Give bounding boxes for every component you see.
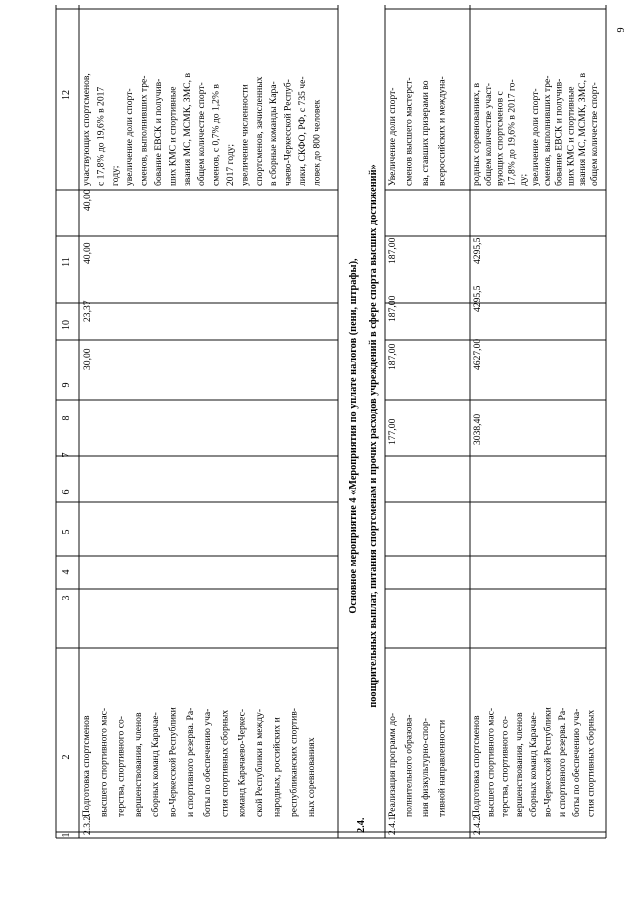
row-result-line: 17,8% до 19,6% в 2017 го- <box>506 79 518 186</box>
row-number: 2.4.1. <box>387 813 398 835</box>
cell-col-7: 3038,40 <box>472 413 483 445</box>
row-result-line: всероссийских и междуна- <box>436 76 448 186</box>
header-col-11: 11 <box>61 257 72 267</box>
row-name-line: ния физкультурно-спор- <box>420 718 431 817</box>
row-result-line: ших КМС и спортивные <box>565 86 577 186</box>
header-col-10: 10 <box>61 320 72 330</box>
row-name-line: терства, спортивного со- <box>115 716 127 817</box>
cell-col-10: 40,00 <box>82 242 93 264</box>
page-number: 9 <box>616 27 627 33</box>
row-name-line: ской Республики в между- <box>254 708 265 817</box>
row-result-line: в сборные команды Кара- <box>268 81 280 186</box>
row-result-line: родных соревнованиях, в <box>471 82 482 186</box>
row-name-line: сборных команд Карачае- <box>528 712 540 817</box>
header-col-5: 5 <box>61 529 72 535</box>
row-name-line: республиканских спортив- <box>288 708 300 817</box>
row-result-line: году; <box>109 165 121 186</box>
cell-col-10: 4295,5 <box>472 237 483 264</box>
header-col-6: 6 <box>61 489 72 495</box>
row-name-line: вершенствования, членов <box>513 712 525 817</box>
header-col-8: 8 <box>61 415 72 421</box>
row-name-line: команд Карачаево-Черкес- <box>236 708 248 817</box>
row-name-line: и спортивного резерва. Ра- <box>556 707 568 817</box>
row-name-line: ных соревнованиях <box>305 737 317 817</box>
row-number: 2.3.2. <box>82 813 93 835</box>
row-result-line: звания МС, МСМК, ЗМС, в <box>577 73 589 186</box>
row-name-line: и спортивного резерва. Ра- <box>184 707 196 817</box>
header-col-3: 3 <box>61 595 72 601</box>
row-name-line: стия спортивных сборных <box>585 709 597 817</box>
row-result-line: ших КМС и спортивные <box>167 86 179 186</box>
row-name-line: стия спортивных сборных <box>219 709 231 817</box>
row-result-line: увеличение доли спорт- <box>124 88 136 186</box>
section-heading-line: поощрительных выплат, питания спортсменам и прочих расходов учреждений в сфере спорта высших достижений» <box>368 164 379 708</box>
table-content <box>61 28 627 838</box>
row-name-line: Подготовка спортсменов <box>471 715 482 817</box>
row-result-line: спортсменов, зачисленных <box>253 76 265 186</box>
row-result-line: бование ЕВСК и получив- <box>153 78 164 186</box>
row-name-line: высшего спортивного мас- <box>98 707 110 817</box>
header-col-2: 2 <box>61 754 72 760</box>
row-result-line: сменов, выполнивших тре- <box>138 75 150 186</box>
row-result-line: вующих спортсменов с <box>494 91 506 186</box>
row-name-line: вершенствования, членов <box>132 712 144 817</box>
row-name-line: тивной направленности <box>436 719 448 817</box>
row-result-line: 2017 году; <box>225 143 236 186</box>
cell-col-9: 4295,5 <box>472 285 483 312</box>
row-result-line: звания МС, МСМК, ЗМС, в <box>181 73 193 186</box>
row-result-line: увеличение доли спорт- <box>530 88 541 186</box>
header-col-4: 4 <box>61 569 72 575</box>
cell-col-9: 187,00 <box>387 295 398 322</box>
header-col-12: 12 <box>61 90 72 100</box>
row-result-line: бование ЕВСК и получив- <box>553 78 565 186</box>
row-result-line: ду; <box>518 173 530 186</box>
section-heading-line: Основное мероприятие 4 «Мероприятия по уплате налогов (пени, штрафы), <box>348 258 359 614</box>
row-name-line: Реализация программ до- <box>387 712 398 817</box>
row-name-line: сборных команд Карачае- <box>150 712 162 817</box>
row-result-line: чаево-Черкесской Респуб- <box>282 79 294 186</box>
row-name-line: терства, спортивного со- <box>499 716 511 817</box>
cell-col-7: 177,00 <box>387 418 398 445</box>
row-result-line: общем количестве спорт- <box>589 82 600 186</box>
row-result-line: ловек до 800 человек <box>311 99 323 186</box>
header-col-7: 7 <box>61 452 72 458</box>
row-result-line: лики, СКФО, РФ, с 735 че- <box>297 76 308 186</box>
cell-col-10: 187,00 <box>387 237 398 264</box>
row-result-line: увеличение численности <box>239 84 251 186</box>
row-name-line: во-Черкесской Республики <box>542 707 554 817</box>
row-result-line: с 17,8% до 19,6% в 2017 <box>95 86 107 186</box>
row-number: 2.4. <box>356 817 367 833</box>
row-result-line: сменов, с 0,7% до 1,2% в <box>210 84 222 186</box>
row-result-line: общем количестве участ- <box>482 83 494 186</box>
row-result-line: участвующих спортсменов, <box>81 73 92 186</box>
cell-col-8: 187,00 <box>387 343 398 370</box>
cell-col-8: 30,00 <box>82 348 93 370</box>
cell-col-8: 4627,00 <box>472 338 483 370</box>
row-result-line: Увеличение доли спорт- <box>387 87 398 186</box>
row-name-line: во-Черкесской Республики <box>167 707 179 817</box>
header-col-9: 9 <box>61 382 72 388</box>
row-result-line: сменов, выполнивших тре- <box>541 75 553 186</box>
row-result-line: ва, ставших призерами во <box>420 80 431 186</box>
row-name-line: высшего спортивного мас- <box>485 707 497 817</box>
header-col-1: 1 <box>61 832 72 838</box>
row-name-line: боты по обеспечению уча- <box>571 708 583 817</box>
row-name-line: народных, российских и <box>271 717 283 817</box>
row-number: 2.4.2. <box>472 813 483 835</box>
cell-col-11: 40,00 <box>82 189 93 211</box>
row-name-line: боты по обеспечению уча- <box>202 708 214 817</box>
row-name-line: полнительного образова- <box>403 714 415 817</box>
row-result-line: сменов высшего мастерст- <box>403 77 415 186</box>
cell-col-9: 23,37 <box>82 300 93 322</box>
row-name-line: Подготовка спортсменов <box>81 715 92 817</box>
row-result-line: общем количестве спорт- <box>196 82 208 186</box>
